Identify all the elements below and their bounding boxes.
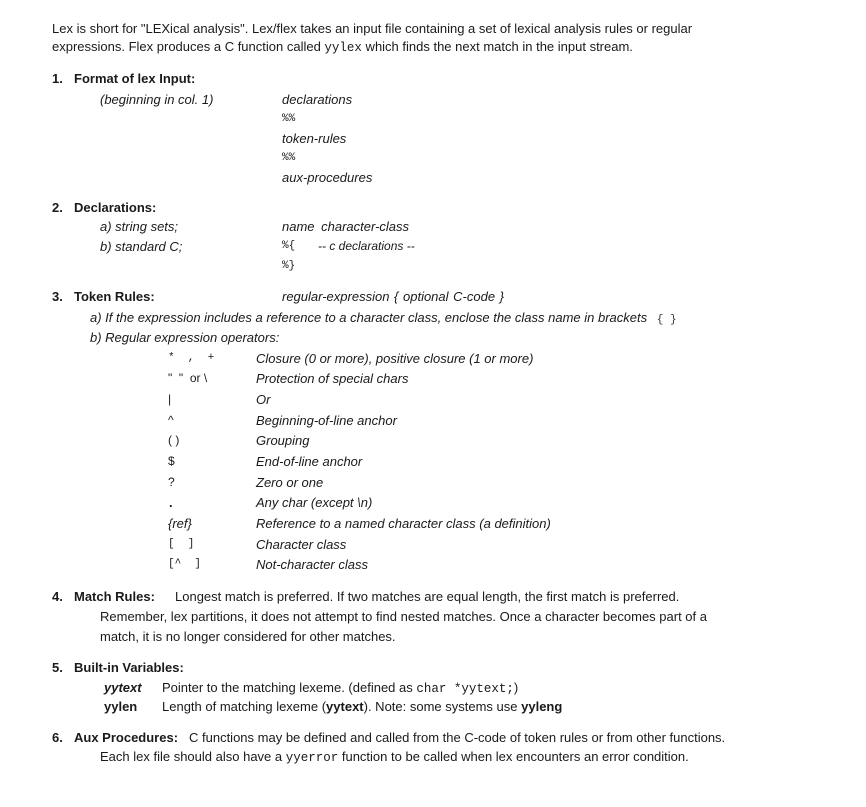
operator-symbol: [^ ] <box>168 558 202 570</box>
operator-description: Or <box>256 392 271 407</box>
aux-proc-line-1: C functions may be defined and called from the C-code of token rules or from other functions. <box>189 730 726 745</box>
token-rule-b: b) Regular expression operators: <box>90 330 280 345</box>
section-1-note: (beginning in col. 1) <box>100 92 214 107</box>
operator-symbol: . <box>169 495 173 510</box>
operator-symbol: ? <box>168 475 175 489</box>
section-3-number: 3. <box>52 289 63 304</box>
section-5-title: Built-in Variables: <box>74 660 184 675</box>
declaration-a-value: name character-class <box>282 219 410 234</box>
operator-description: End-of-line anchor <box>256 454 363 469</box>
operator-symbol: * , + <box>168 352 215 364</box>
var-yytext-end: ) <box>513 680 519 695</box>
section-3-title: Token Rules: <box>74 289 155 304</box>
operator-symbol: ^ <box>168 413 174 427</box>
var-yylen-text: Length of matching lexeme ( <box>162 699 327 714</box>
yytext-decl-code: char *yytext; <box>416 682 514 696</box>
match-rules-text-2: Remember, lex partitions, it does not attempt to find nested matches. Once a character becomes part of a <box>100 609 707 624</box>
match-rules-line-3: match, it is no longer considered for other matches. <box>100 629 396 644</box>
operator-symbol: {ref} <box>168 516 192 531</box>
aux-proc-end: function to be called when lex encounters an error condition. <box>338 749 689 764</box>
operator-description: Beginning-of-line anchor <box>256 413 397 428</box>
yyleng-ref: yyleng <box>521 699 563 714</box>
c-decl-open: %{ <box>282 240 296 252</box>
operator-description: Protection of special chars <box>256 371 409 386</box>
operator-symbol: [ ] <box>168 538 195 550</box>
intro-text-2: expressions. Flex produces a C function called <box>52 39 325 54</box>
section-6-title: Aux Procedures: <box>74 730 179 745</box>
var-yylen-name: yylen <box>104 699 138 714</box>
section-4-number: 4. <box>52 589 63 604</box>
format-token-rules: token-rules <box>282 131 347 146</box>
declaration-b-label: b) standard C; <box>100 239 183 254</box>
brace-glyphs: { } <box>656 314 677 326</box>
operator-description: Grouping <box>256 433 310 448</box>
c-decl-comment: -- c declarations -- <box>318 239 415 253</box>
intro-line-2 <box>52 38 633 57</box>
operator-symbol: $ <box>168 454 175 468</box>
operator-symbol: | <box>168 392 172 406</box>
match-rules-line-1 <box>175 588 824 606</box>
format-separator-1: %% <box>282 113 296 125</box>
format-separator-2: %% <box>282 152 296 164</box>
c-decl-close: %} <box>282 260 296 272</box>
intro-text-2-end: which finds the next match in the input stream. <box>361 39 633 54</box>
format-declarations: declarations <box>282 92 353 107</box>
section-1-number: 1. <box>52 71 63 86</box>
operator-symbol: ( ) <box>168 433 180 447</box>
format-aux-procedures: aux-procedures <box>282 170 373 185</box>
intro-line-1 <box>52 20 824 38</box>
section-5-number: 5. <box>52 660 63 675</box>
section-2-number: 2. <box>52 200 63 215</box>
match-rules-text-1: Longest match is preferred. If two matches are equal length, the first match is preferred. <box>175 589 680 604</box>
match-rules-line-2 <box>100 608 824 626</box>
var-yylen-desc <box>162 698 562 715</box>
token-rule-syntax: regular-expression { optional C-code } <box>282 289 505 304</box>
declaration-a-label: a) string sets; <box>100 219 179 234</box>
section-4-title: Match Rules: <box>74 589 155 604</box>
intro-text-1: Lex is short for "LEXical analysis". Lex/flex takes an input file containing a set of lexical analysis rules or regular <box>52 21 693 36</box>
aux-proc-line-2 <box>100 748 689 767</box>
operator-symbol: " " or \ <box>168 371 208 385</box>
token-rule-a <box>90 309 677 329</box>
operator-description: Closure (0 or more), positive closure (1 or more) <box>256 351 534 366</box>
section-6-number: 6. <box>52 730 63 745</box>
var-yytext-desc <box>162 679 518 698</box>
yytext-ref: yytext <box>326 699 364 714</box>
var-yytext-text: Pointer to the matching lexeme. (defined as <box>162 680 417 695</box>
operator-description: Reference to a named character class (a definition) <box>256 516 551 531</box>
section-1-title: Format of lex Input: <box>74 71 196 86</box>
operator-description: Not-character class <box>256 557 368 572</box>
yyerror-code: yyerror <box>285 751 339 765</box>
yylex-code: yylex <box>324 41 362 55</box>
aux-proc-text: Each lex file should also have a <box>100 749 286 764</box>
var-yylen-note: ). Note: some systems use <box>363 699 522 714</box>
operator-description: Zero or one <box>256 475 324 490</box>
operator-description: Character class <box>256 537 347 552</box>
section-2-title: Declarations: <box>74 200 157 215</box>
token-rule-a-text: a) If the expression includes a reference to a character class, enclose the class name in brackets <box>90 310 648 325</box>
operator-description: Any char (except \n) <box>256 495 373 510</box>
var-yytext-name: yytext <box>104 680 142 695</box>
